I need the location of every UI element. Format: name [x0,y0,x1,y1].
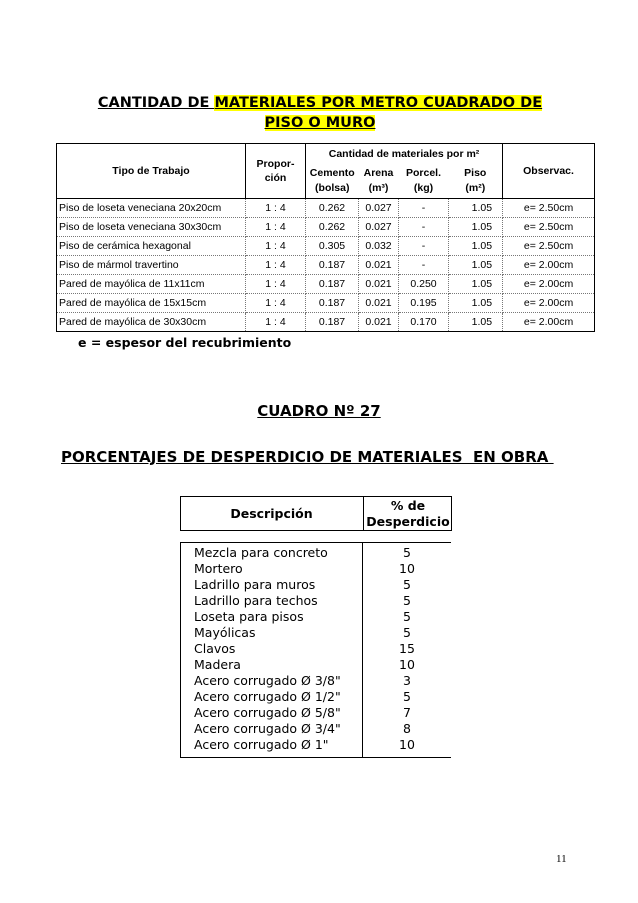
cell-porcelana: - [399,256,449,275]
cell-observaciones: e= 2.00cm [503,294,595,313]
cell-tipo: Pared de mayólica de 11x11cm [57,275,246,294]
item-percentage: 5 [403,545,411,560]
item-percentage: 5 [403,577,411,592]
cell-piso: 1.05 [449,199,503,218]
item-description: Acero corrugado Ø 3/8" [194,673,341,688]
item-percentage: 5 [403,609,411,624]
waste-table-header [180,496,452,531]
section-title-part1: CANTIDAD DE [97,95,215,111]
cell-arena: 0.021 [359,275,399,294]
item-percentage: 7 [403,705,411,720]
cell-tipo: Piso de mármol travertino [57,256,246,275]
cell-porcelana: - [399,199,449,218]
item-percentage: 10 [399,737,415,752]
item-description: Mortero [194,561,243,576]
cell-tipo: Pared de mayólica de 30x30cm [57,313,246,332]
header-proporcion: Propor- ción [246,144,306,199]
cell-observaciones: e= 2.00cm [503,275,595,294]
item-percentage: 3 [403,673,411,688]
cell-cemento: 0.262 [306,218,359,237]
cell-porcelana: 0.195 [399,294,449,313]
cell-arena: 0.021 [359,313,399,332]
cell-piso: 1.05 [449,313,503,332]
list-item [181,689,451,705]
item-description: Ladrillo para techos [194,593,318,608]
cell-cemento: 0.187 [306,275,359,294]
cell-arena: 0.032 [359,237,399,256]
cell-observaciones: e= 2.00cm [503,256,595,275]
cell-observaciones: e= 2.50cm [503,237,595,256]
materials-table [56,143,595,332]
header-tipo-trabajo: Tipo de Trabajo [57,144,246,199]
cell-proporcion: 1 : 4 [246,313,306,332]
list-item [181,705,451,721]
header-porcelana: Porcel. (kg) [399,164,449,199]
table-row [57,313,595,332]
cell-porcelana: - [399,218,449,237]
cell-porcelana: - [399,237,449,256]
cell-porcelana: 0.250 [399,275,449,294]
cell-cemento: 0.187 [306,313,359,332]
cell-tipo: Piso de cerámica hexagonal [57,237,246,256]
header-desperdicio: % de Desperdicio [363,497,452,531]
item-description: Ladrillo para muros [194,577,316,592]
cell-proporcion: 1 : 4 [246,199,306,218]
waste-title: PORCENTAJES DE DESPERDICIO DE MATERIALES EN OBRA [61,448,554,466]
item-percentage: 15 [399,641,415,656]
list-item [181,609,451,625]
item-percentage: 5 [403,593,411,608]
cell-arena: 0.027 [359,199,399,218]
header-cemento: Cemento (bolsa) [306,164,359,199]
list-item [181,673,451,689]
cell-cemento: 0.187 [306,256,359,275]
cell-proporcion: 1 : 4 [246,218,306,237]
thickness-note: e = espesor del recubrimiento [78,335,292,350]
list-item [181,625,451,641]
list-item [181,737,451,753]
table-row [57,199,595,218]
cell-cemento: 0.187 [306,294,359,313]
cell-piso: 1.05 [449,275,503,294]
section-title-line2 [70,113,570,133]
item-description: Acero corrugado Ø 1/2" [194,689,341,704]
header-piso: Piso (m²) [449,164,503,199]
table-row [57,237,595,256]
cell-arena: 0.027 [359,218,399,237]
cell-proporcion: 1 : 4 [246,237,306,256]
header-descripcion: Descripción [230,506,313,521]
list-item [181,593,451,609]
cell-observaciones: e= 2.00cm [503,313,595,332]
item-percentage: 10 [399,561,415,576]
section-title-line1 [70,93,570,113]
item-description: Acero corrugado Ø 5/8" [194,705,341,720]
item-description: Loseta para pisos [194,609,304,624]
page-number: 11 [556,853,567,865]
waste-table-body [180,542,451,758]
cell-proporcion: 1 : 4 [246,275,306,294]
item-description: Acero corrugado Ø 1" [194,737,329,752]
item-percentage: 10 [399,657,415,672]
cell-arena: 0.021 [359,256,399,275]
list-item [181,641,451,657]
cell-tipo: Pared de mayólica de 15x15cm [57,294,246,313]
cell-observaciones: e= 2.50cm [503,199,595,218]
item-description: Clavos [194,641,236,656]
cell-piso: 1.05 [449,294,503,313]
section-title-part3: PISO O MURO [264,115,376,131]
list-item [181,577,451,593]
cell-tipo: Piso de loseta veneciana 20x20cm [57,199,246,218]
header-cantidad-group: Cantidad de materiales por m² [306,144,503,165]
item-percentage: 5 [403,689,411,704]
item-description: Mayólicas [194,625,256,640]
table-row [57,275,595,294]
list-item [181,561,451,577]
item-percentage: 8 [403,721,411,736]
list-item [181,721,451,737]
cell-arena: 0.021 [359,294,399,313]
item-description: Madera [194,657,241,672]
cell-cemento: 0.305 [306,237,359,256]
cell-tipo: Piso de loseta veneciana 30x30cm [57,218,246,237]
table-row [57,256,595,275]
cell-piso: 1.05 [449,218,503,237]
header-arena: Arena (m³) [359,164,399,199]
item-description: Mezcla para concreto [194,545,328,560]
table-row [57,294,595,313]
cell-observaciones: e= 2.50cm [503,218,595,237]
cell-piso: 1.05 [449,237,503,256]
cell-porcelana: 0.170 [399,313,449,332]
section-title-part2: MATERIALES POR METRO CUADRADO DE [214,95,543,111]
cell-proporcion: 1 : 4 [246,294,306,313]
cuadro-title: CUADRO Nº 27 [257,402,381,420]
cell-proporcion: 1 : 4 [246,256,306,275]
header-observaciones: Observac. [503,144,595,199]
section-title [70,93,570,133]
table-row [57,218,595,237]
item-description: Acero corrugado Ø 3/4" [194,721,341,736]
cell-piso: 1.05 [449,256,503,275]
list-item [181,657,451,673]
cell-cemento: 0.262 [306,199,359,218]
item-percentage: 5 [403,625,411,640]
list-item [181,545,451,561]
